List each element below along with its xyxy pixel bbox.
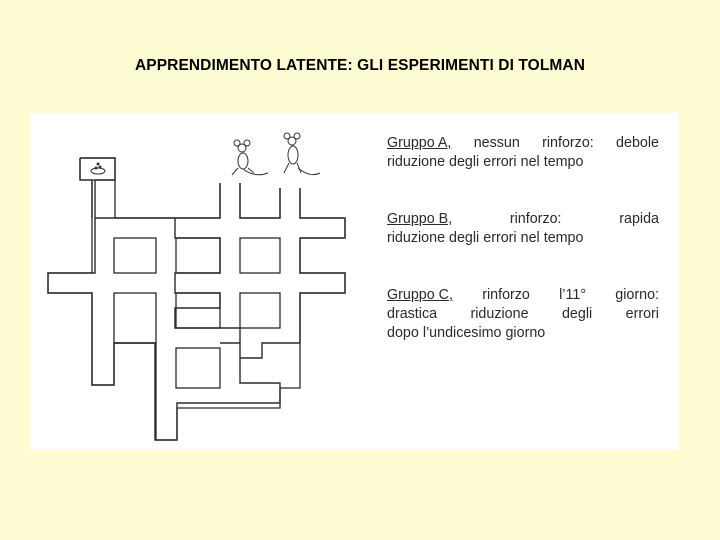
caption-word: rinforzo: (542, 135, 594, 151)
maze-block (114, 293, 156, 343)
maze-block (240, 293, 280, 328)
rat-icon (284, 133, 320, 175)
caption-word: riduzione (470, 306, 529, 322)
caption-word: nel (520, 230, 540, 246)
caption-word: degli (449, 230, 480, 246)
caption-word: l’11° (559, 287, 587, 303)
caption-word: drastica (387, 306, 438, 322)
caption-gruppo-c (387, 286, 659, 343)
caption-line (387, 210, 659, 229)
caption-word: errori (483, 154, 517, 170)
food-dish-icon (91, 163, 105, 175)
caption-word: Gruppo A, (387, 135, 452, 151)
maze-block (114, 238, 156, 273)
maze-diagram (30, 113, 390, 450)
caption-line (387, 305, 659, 324)
caption-word: degli (449, 154, 480, 170)
caption-gruppo-b (387, 210, 659, 248)
caption-word: errori (625, 306, 659, 322)
caption-word: giorno: (615, 287, 659, 303)
maze-block (176, 293, 220, 328)
caption-word: debole (616, 135, 659, 151)
caption-word: dopo (387, 325, 419, 341)
rat-icon (232, 140, 268, 175)
figure-panel (30, 113, 678, 450)
caption-word: nel (520, 154, 540, 170)
maze-corridors (48, 158, 345, 440)
caption-word: tempo (543, 230, 584, 246)
slide-title: APPRENDIMENTO LATENTE: GLI ESPERIMENTI DI TOLMAN (134, 57, 585, 74)
caption-word: riduzione (387, 154, 446, 170)
caption-gruppo-a (387, 134, 659, 172)
caption-word: degli (561, 306, 593, 322)
caption-word: rapida (619, 211, 659, 227)
caption-line (387, 324, 659, 343)
caption-line (387, 286, 659, 305)
captions (387, 134, 659, 381)
caption-word: nessun (473, 135, 520, 151)
caption-word: Gruppo B, (387, 211, 453, 227)
maze-block (176, 348, 220, 388)
caption-line (387, 153, 659, 172)
caption-word: errori (483, 230, 517, 246)
caption-word: Gruppo C, (387, 287, 453, 303)
caption-line (387, 229, 659, 248)
maze-block (176, 238, 220, 273)
caption-word: giorno (505, 325, 546, 341)
caption-word: rinforzo: (509, 211, 562, 227)
caption-word: riduzione (387, 230, 446, 246)
caption-line (387, 134, 659, 153)
caption-word: rinforzo (482, 287, 530, 303)
caption-word: tempo (543, 154, 584, 170)
caption-word: l’undicesimo (422, 325, 502, 341)
maze-block (240, 238, 280, 273)
